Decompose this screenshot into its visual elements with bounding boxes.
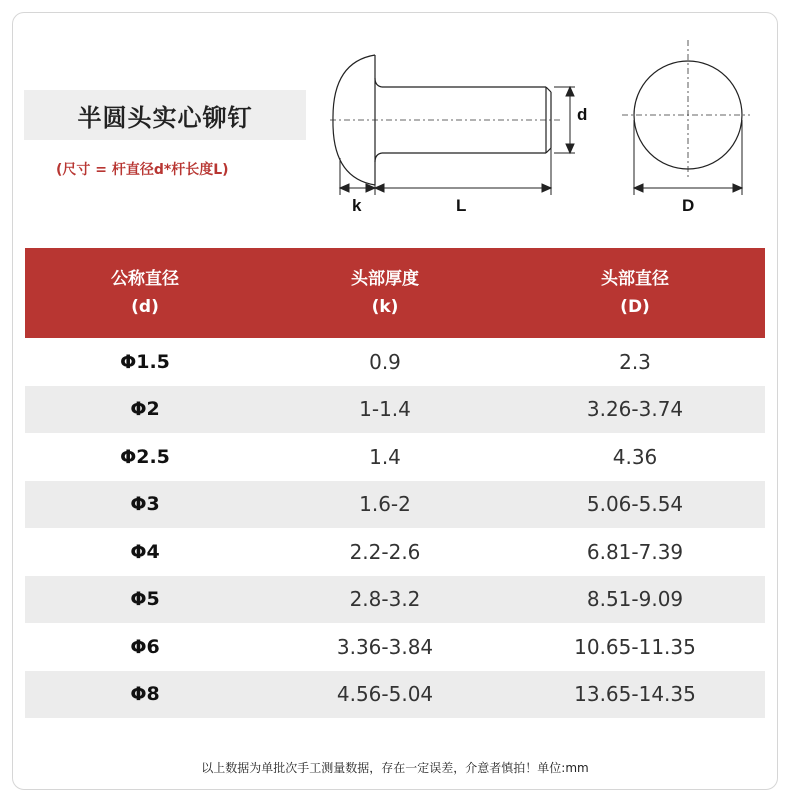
product-title: 半圆头实心铆钉 xyxy=(24,90,306,140)
cell-head-thickness: 3.36-3.84 xyxy=(336,634,434,659)
rivet-side-view xyxy=(333,55,551,185)
spec-table xyxy=(25,248,765,718)
dim-label-L: L xyxy=(456,196,467,215)
header-head-diameter: 头部直径 (D) xyxy=(601,269,669,317)
header-head-thickness: 头部厚度 (k) xyxy=(351,269,419,317)
table-row xyxy=(25,433,765,481)
table-row xyxy=(25,528,765,576)
measurement-disclaimer: 以上数据为单批次手工测量数据，存在一定误差，介意者慎拍！单位:mm xyxy=(201,761,589,775)
cell-head-thickness: 4.56-5.04 xyxy=(336,682,434,707)
dim-label-D: D xyxy=(682,196,695,215)
cell-head-thickness: 1.6-2 xyxy=(359,492,411,517)
table-row xyxy=(25,671,765,719)
cell-diameter: Φ6 xyxy=(130,635,160,658)
table-row xyxy=(25,623,765,671)
cell-head-diameter: 13.65-14.35 xyxy=(574,682,696,707)
table-row xyxy=(25,481,765,529)
cell-head-thickness: 1-1.4 xyxy=(359,397,411,422)
cell-diameter: Φ2 xyxy=(130,398,160,421)
cell-head-diameter: 6.81-7.39 xyxy=(586,539,684,564)
cell-diameter: Φ3 xyxy=(130,493,160,516)
cell-head-diameter: 8.51-9.09 xyxy=(586,587,684,612)
cell-diameter: Φ4 xyxy=(130,540,160,563)
cell-head-diameter: 4.36 xyxy=(612,444,658,469)
cell-head-diameter: 10.65-11.35 xyxy=(574,634,696,659)
cell-head-diameter: 3.26-3.74 xyxy=(586,397,684,422)
cell-diameter: Φ1.5 xyxy=(120,350,170,373)
cell-head-thickness: 1.4 xyxy=(369,444,401,469)
cell-head-diameter: 5.06-5.54 xyxy=(586,492,684,517)
table-row xyxy=(25,386,765,434)
dim-label-k: k xyxy=(352,196,362,215)
cell-head-thickness: 2.2-2.6 xyxy=(349,539,421,564)
cell-head-thickness: 2.8-3.2 xyxy=(349,587,421,612)
table-row xyxy=(25,576,765,624)
table-header xyxy=(25,248,765,338)
table-row xyxy=(25,338,765,386)
cell-diameter: Φ5 xyxy=(130,588,160,611)
header-nominal-diameter: 公称直径 (d) xyxy=(111,269,179,317)
dim-label-d: d xyxy=(577,105,588,124)
rivet-diagram xyxy=(330,40,750,225)
size-formula-note: (尺寸 = 杆直径d*杆长度L) xyxy=(56,162,229,178)
cell-diameter: Φ8 xyxy=(130,683,160,706)
cell-head-diameter: 2.3 xyxy=(619,349,651,374)
cell-head-thickness: 0.9 xyxy=(369,349,401,374)
cell-diameter: Φ2.5 xyxy=(120,445,170,468)
